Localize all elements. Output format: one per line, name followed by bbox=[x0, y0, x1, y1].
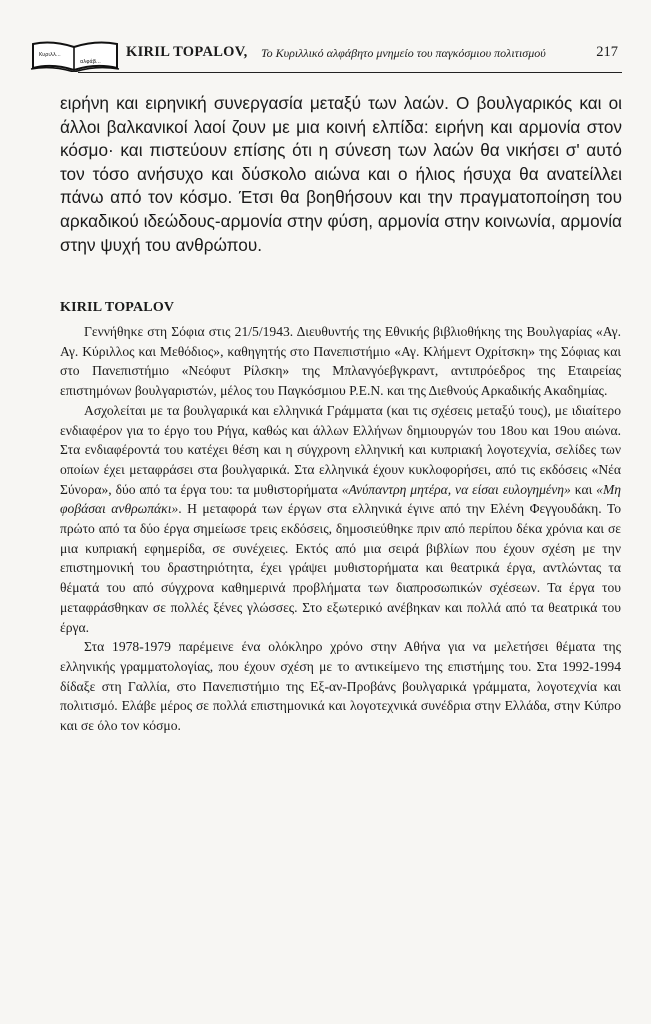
header-running-title: Το Κυριλλικό αλφάβητο μνημείο του παγκόσμιου πολιτισμού bbox=[261, 46, 546, 60]
bio-heading: KIRIL TOPALOV bbox=[60, 300, 175, 315]
bio-paragraph-3: Στα 1978-1979 παρέμεινε ένα ολόκληρο χρόνο στην Αθήνα για να μελετήσει θέματα της ελληνικής γραμματολογίας, που έχουν σχέση με το αντικείμενο της επιστήμης του. Στα 1992-1994 δίδαξε στη Γαλλία, στο Πανεπιστήμιο της Εξ-αν-Προβάνς βουλγαρικά γράμματα, λογοτεχνία και πολιτισμό. Ελάβε μέρος σε πολλά επιστημονικά και λογοτεχνικά συνέδρια στην Ελλάδα, στην Κύπρο και σε όλο τον κόσμο. bbox=[60, 639, 621, 734]
bio-paragraph-2 bbox=[60, 401, 621, 637]
running-header bbox=[30, 38, 620, 72]
book-title-1: «Ανύπαντρη μητέρα, να είσαι ευλογημένη» bbox=[341, 481, 571, 497]
bio-p2-text-a: Ασχολείται με τα βουλγαρικά και ελληνικά Γράμματα (και τις σχέσεις μεταξύ τους), με ιδιαίτερο ενδιαφέρον για το έργο του Ρήγα, καθώς και άλλων Ελλήνων δημιουργών του 18ου και 19ου αιώνα. Στα ενδιαφέροντά του κατέχει θέση και η σύγχρονη ελληνική και κυπριακή λογοτεχνία, σελίδες των οποίων έχει μεταφράσει στα βουλγαρικά. Στα ελληνικά έχουν κυκλοφορήσει, από τις εκδόσεις «Νέα Σύνορα», δύο από τα έργα του: τα μυθιστορήματα bbox=[60, 402, 621, 497]
svg-text:αλφάβ...: αλφάβ... bbox=[80, 59, 101, 65]
page-number: 217 bbox=[596, 44, 618, 60]
header-rule bbox=[78, 72, 622, 73]
bio-p2-text-b: και bbox=[570, 481, 597, 497]
bio-body bbox=[60, 322, 621, 736]
intro-paragraph: ειρήνη και ειρηνική συνεργασία μεταξύ των λαών. Ο βουλγαρικός και οι άλλοι βαλκανικοί λαοί ζουν με μια κοινή ελπίδα: ειρήνη και αρμονία στον κόσμο· και πιστεύουν επίσης ότι η σύνεση των λαών θα νικήσει σ' αυτό τον τόσο ανήσυχο και δύσκολο αιώνα και ο ήλιος ήσυχα θα ανατείλλει πάνω από τον κόσμο. Έτσι θα βοηθήσουν και την πραγματοποίηση του αρκαδικού ιδεώδους-αρμονία στην φύση, αρμονία στην κοινωνία, αρμονία στην ψυχή του ανθρώπου. bbox=[60, 93, 622, 255]
open-book-logo bbox=[30, 38, 120, 72]
svg-text:Κυριλλ...: Κυριλλ... bbox=[39, 52, 61, 58]
book-title-2: «Μη φοβάσαι ανθρωπάκι» bbox=[60, 481, 622, 517]
bio-p2-text-c: . Η μεταφορά των έργων στα ελληνικά έγινε από την Ελένη Φεγγουδάκη. Το πρώτο από τα δύο έργα σημείωσε τρεις εκδόσεις, δημοσιεύθηκε πριν από περίπου δέκα χρόνια και σε μια κυπριακή εφημερίδα, σε συνέχειες. Εκτός από μια σειρά βιβλίων που έχουν σχέση με την επιστημονική του δραστηριότητα, έχει γράψει μυθιστορήματα και θεατρικά έργα, αντλώντας τα θέματά του από σύγχρονα καθημερινά προβλήματα των διαπροσωπικών σχέσεων. Τα έργα του μεταφράσθηκαν σε πολλές ξένες γλώσσες. Στο εξωτερικό ανέβηκαν και πολλά από τα θεατρικά του έργα. bbox=[60, 501, 621, 635]
bio-paragraph-1: Γεννήθηκε στη Σόφια στις 21/5/1943. Διευθυντής της Εθνικής βιβλιοθήκης της Βουλγαρίας «Αγ. Αγ. Κύριλλος και Μεθόδιος», καθηγητής στο Πανεπιστήμιο «Αγ. Κλήμεντ Οχρίτσκη» της Σόφιας και στο Πανεπιστήμιο «Νεόφυτ Ρίλσκη» της Μπλανγόεβγκραντ, αντιπρόεδρος της Εταιρείας επιστημόνων βουλγαριστών, μέλος του Παγκόσμιου Ρ.Ε.Ν. και της Διεθνούς Αρκαδικής Ακαδημίας. bbox=[60, 324, 621, 399]
header-author: KIRIL TOPALOV, bbox=[126, 44, 248, 60]
